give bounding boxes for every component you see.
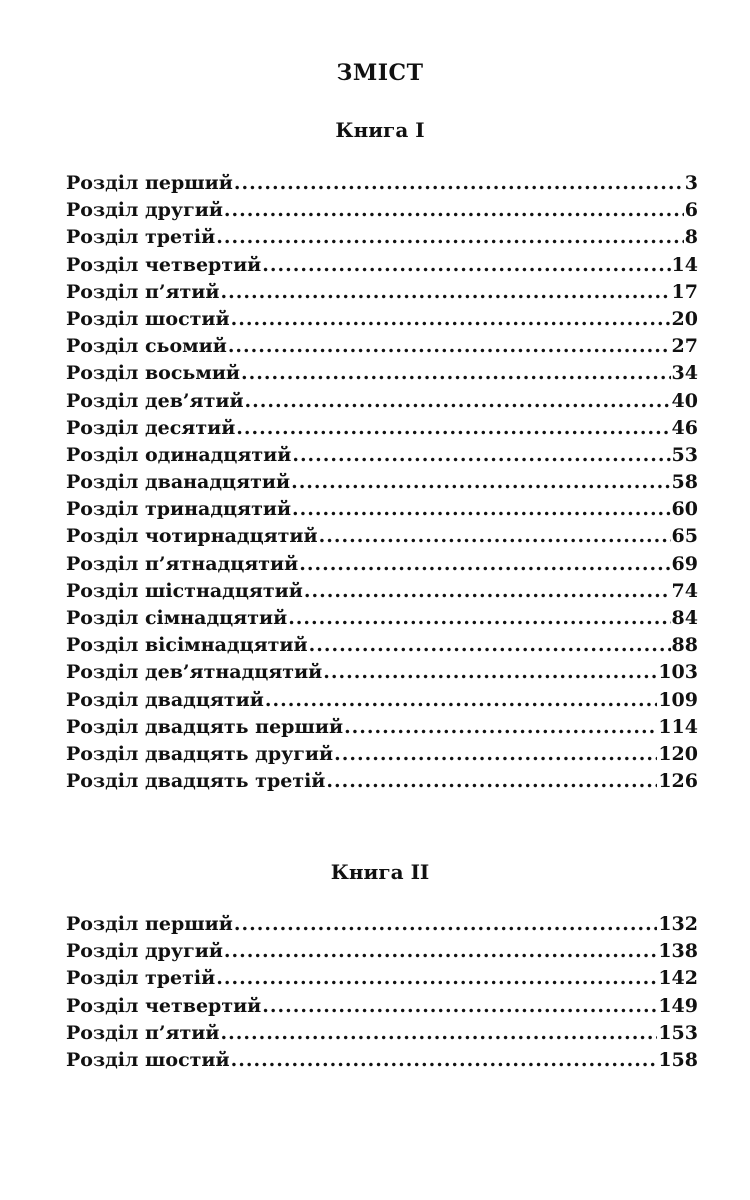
page-number: 34 — [671, 362, 698, 385]
chapter-title: Розділ шостий — [66, 307, 230, 330]
toc-entry — [66, 913, 698, 940]
toc-entry — [66, 967, 698, 994]
dot-leader — [304, 580, 671, 602]
toc-entry — [66, 940, 698, 967]
toc-entry — [66, 417, 698, 444]
dot-leader — [228, 335, 671, 357]
dot-leader — [236, 417, 670, 439]
dot-leader — [262, 995, 657, 1017]
chapter-title: Розділ дванадцятий — [66, 471, 291, 494]
page-number: 142 — [658, 967, 698, 990]
page-number: 46 — [671, 416, 698, 439]
dot-leader — [292, 444, 670, 466]
dot-leader — [291, 471, 670, 493]
dot-leader — [326, 770, 657, 792]
page-number: 65 — [671, 525, 698, 548]
toc-entry — [66, 607, 698, 634]
dot-leader — [231, 1049, 658, 1071]
dot-leader — [241, 362, 671, 384]
dot-leader — [334, 743, 657, 765]
page-number: 8 — [684, 226, 698, 249]
toc-entry — [66, 172, 698, 199]
dot-leader — [234, 172, 684, 194]
chapter-title: Розділ четвертий — [66, 253, 262, 276]
page-number: 126 — [658, 770, 698, 793]
chapter-title: Розділ сімнадцятий — [66, 607, 288, 629]
chapter-title: Розділ другий — [66, 940, 223, 963]
toc-entry — [66, 689, 698, 716]
dot-leader — [216, 226, 684, 248]
dot-leader — [262, 254, 670, 276]
chapter-title: Розділ тринадцятий — [66, 498, 292, 521]
toc-entry — [66, 634, 698, 661]
page-number: 14 — [671, 253, 698, 276]
dot-leader — [221, 1022, 658, 1044]
toc-entry — [66, 743, 698, 770]
chapter-title: Розділ п’ятнадцятий — [66, 552, 299, 575]
dot-leader — [224, 940, 657, 962]
toc-entry — [66, 498, 698, 525]
toc-title: ЗМІСТ — [336, 60, 424, 86]
dot-leader — [344, 716, 657, 738]
chapter-title: Розділ четвертий — [66, 994, 262, 1017]
page-number: 158 — [658, 1048, 698, 1071]
toc-entry — [66, 995, 698, 1022]
toc-entry — [66, 308, 698, 335]
toc-entry — [66, 1049, 698, 1076]
toc-entry — [66, 226, 698, 253]
chapter-title: Розділ п’ятий — [66, 1021, 220, 1044]
page-number: 114 — [658, 715, 698, 738]
dot-leader — [309, 634, 671, 656]
page-number: 138 — [658, 940, 698, 963]
chapter-title: Розділ третій — [66, 226, 216, 249]
page-number: 149 — [658, 994, 698, 1017]
toc-entry — [66, 335, 698, 362]
toc-entry — [66, 770, 698, 797]
toc-entry — [66, 525, 698, 552]
toc-entry — [66, 1022, 698, 1049]
page-number: 69 — [671, 552, 698, 575]
toc-entry — [66, 716, 698, 743]
page-number: 17 — [671, 280, 698, 303]
chapter-title: Розділ двадцятий — [66, 688, 264, 711]
book-2-chapter-list — [66, 913, 698, 1076]
page-number: 153 — [658, 1021, 698, 1044]
dot-leader — [299, 553, 670, 575]
book-2-heading: Книга II — [330, 860, 430, 884]
chapter-title: Розділ десятий — [66, 416, 236, 439]
dot-leader — [319, 525, 671, 547]
chapter-title: Розділ перший — [66, 913, 233, 935]
chapter-title: Розділ восьмий — [66, 362, 241, 385]
chapter-title: Розділ шістнадцятий — [66, 579, 303, 602]
dot-leader — [221, 281, 671, 303]
chapter-title: Розділ сьомий — [66, 335, 227, 358]
toc-entry — [66, 553, 698, 580]
page-number: 27 — [671, 335, 698, 358]
toc-entry — [66, 661, 698, 688]
chapter-title: Розділ п’ятий — [66, 280, 220, 303]
dot-leader — [224, 199, 684, 221]
page-number: 20 — [671, 307, 698, 330]
dot-leader — [323, 661, 657, 683]
chapter-title: Розділ другий — [66, 199, 223, 222]
chapter-title: Розділ двадцять перший — [66, 715, 344, 738]
page-number: 58 — [671, 471, 698, 494]
page-number: 40 — [671, 389, 698, 412]
chapter-title: Розділ дев’ятнадцятий — [66, 661, 323, 684]
toc-entry — [66, 444, 698, 471]
chapter-title: Розділ дев’ятий — [66, 389, 244, 412]
page-number: 103 — [658, 661, 698, 684]
page-number: 60 — [671, 498, 698, 521]
toc-entry — [66, 580, 698, 607]
dot-leader — [288, 607, 670, 629]
page-number: 53 — [671, 443, 698, 466]
toc-entry — [66, 199, 698, 226]
dot-leader — [216, 967, 657, 989]
toc-entry — [66, 281, 698, 308]
chapter-title: Розділ третій — [66, 967, 216, 990]
chapter-title: Розділ двадцять третій — [66, 770, 326, 793]
dot-leader — [245, 390, 671, 412]
page-number: 88 — [671, 634, 698, 657]
toc-entry — [66, 471, 698, 498]
page-number: 74 — [671, 579, 698, 602]
dot-leader — [231, 308, 671, 330]
chapter-title: Розділ вісімнадцятий — [66, 634, 308, 657]
page-number: 6 — [684, 199, 698, 222]
toc-entry — [66, 254, 698, 281]
dot-leader — [234, 913, 657, 935]
dot-leader — [265, 689, 657, 711]
chapter-title: Розділ шостий — [66, 1048, 230, 1071]
page-number: 132 — [658, 913, 698, 935]
chapter-title: Розділ чотирнадцятий — [66, 525, 318, 548]
toc-entry — [66, 390, 698, 417]
page-number: 120 — [658, 742, 698, 765]
page-number: 109 — [658, 688, 698, 711]
book-1-chapter-list — [66, 172, 698, 797]
dot-leader — [292, 498, 671, 520]
chapter-title: Розділ двадцять другий — [66, 742, 334, 765]
chapter-title: Розділ одинадцятий — [66, 443, 292, 466]
chapter-title: Розділ перший — [66, 172, 233, 194]
page-number: 3 — [684, 172, 698, 194]
page-number: 84 — [671, 607, 698, 629]
toc-entry — [66, 362, 698, 389]
book-1-heading: Книга I — [335, 118, 425, 142]
